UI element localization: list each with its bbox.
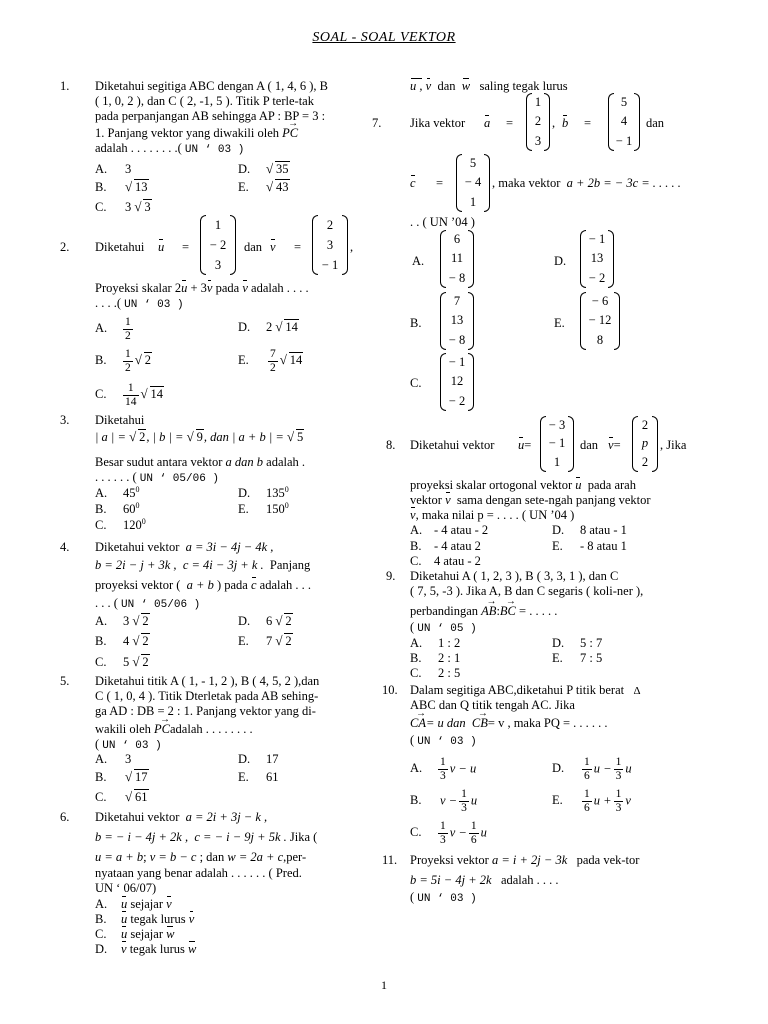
question-text-line: Jika vektor xyxy=(410,116,466,130)
question-text-line: Diketahui titik A ( 1, - 1, 2 ), B ( 4, 5, 2 ),dan xyxy=(95,674,320,688)
sqrt: √ 35 xyxy=(268,162,290,177)
question-number: 4. xyxy=(60,540,70,554)
option-e: E. $\frac{1}{6}$ u + $\frac{1}{3}$ v xyxy=(552,788,631,814)
matrix-u: − 3 − 1 1 xyxy=(540,416,574,472)
question-text-line: 1. Panjang vektor yang diwakili oleh → PC xyxy=(95,126,298,141)
vector-a: a xyxy=(484,116,491,130)
source-tag: UN ‘ 03 ) xyxy=(184,144,245,156)
option-c: C. $\frac{1}{3}$ v − $\frac{1}{6}$ u xyxy=(410,820,487,846)
question-text-line: b = − i − 4j + 2k , c = − i − 9j + 5k . Jika ( xyxy=(95,830,318,844)
option-a: A. - 4 atau - 2 xyxy=(410,523,489,537)
option-e: E. 7 : 5 xyxy=(552,651,603,665)
option-e: E. 61 xyxy=(238,770,279,784)
question-text-line: b = 5i − 4j + 2k adalah . . . . xyxy=(410,873,559,887)
source-tag: UN ‘ 03 ) xyxy=(417,893,477,905)
option-e: E. xyxy=(554,316,565,330)
question-number: 7. xyxy=(372,116,382,130)
source-tag: UN ‘ 03 ) xyxy=(417,736,477,748)
question-number: 6. xyxy=(60,810,70,824)
question-text-line: Diketahui vektor a = 2i + 3j − k , xyxy=(95,810,268,824)
question-text-line: proyeksi vektor ( a + b ) pada c adalah . . . xyxy=(95,578,312,592)
question-text-line: u , v dan w saling tegak lurus xyxy=(410,79,568,93)
question-text-line: ( UN ‘ 05 ) xyxy=(410,620,477,635)
option-d: D. xyxy=(554,254,567,268)
option-a: A. 3 xyxy=(95,752,132,766)
question-text-line: Diketahui vektor a = 3i − 4j − 4k , xyxy=(95,540,274,554)
question-text-line: C ( 1, 0, 4 ). Titik Dterletak pada AB sehing- xyxy=(95,689,319,703)
question-text-line: . . . .( UN ‘ 03 ) xyxy=(95,296,184,311)
option-c: C. $120^0$ xyxy=(95,516,146,532)
source-tag: UN ‘ 03 ) xyxy=(124,299,184,311)
question-text-line: ( UN ‘ 03 ) xyxy=(410,890,477,905)
sqrt: √ 3 xyxy=(136,200,151,215)
option-b: B.√ 17 xyxy=(95,770,149,785)
option-a: A. 1 : 2 xyxy=(410,636,461,650)
option-b: B. u tegak lurus v xyxy=(95,912,195,926)
source-tag: UN ‘ 05/06 ) xyxy=(121,599,201,611)
matrix-v: 2 3 − 1 xyxy=(312,215,348,275)
option-a: A. $45^0$ xyxy=(95,484,140,500)
vector-u: u xyxy=(518,438,525,452)
question-text-line: nyataan yang benar adalah . . . . . . ( Pred. xyxy=(95,866,302,880)
option-a: A. 3 xyxy=(95,162,132,176)
question-text-line: | a | = √ 2, | b | = √ 9, dan | a + b | = √ 5 xyxy=(95,430,304,445)
option-a: A. 3 √ 2 xyxy=(95,614,150,629)
question-text-line: v, maka nilai p = . . . . ( UN ’04 ) xyxy=(410,508,575,522)
option-c: C. 2 : 5 xyxy=(410,666,461,680)
matrix-b: 5 4 − 1 xyxy=(608,93,640,151)
source-tag: UN ‘ 03 ) xyxy=(102,740,162,752)
question-text-line: Diketahui xyxy=(95,240,145,254)
option-a: A. u sejajar v xyxy=(95,897,172,911)
question-number: 2. xyxy=(60,240,70,254)
option-d: D. 6 √ 2 xyxy=(238,614,293,629)
question-text-line: Diketahui xyxy=(95,413,145,427)
question-number: 8. xyxy=(386,438,396,452)
question-text-line: adalah . . . . . . . .( UN ‘ 03 ) xyxy=(95,141,245,156)
question-number: 3. xyxy=(60,413,70,427)
question-number: 1. xyxy=(60,79,70,93)
triangle-icon: Δ xyxy=(633,685,641,697)
vector-v: v xyxy=(270,240,276,254)
question-text-line: Dalam segitiga ABC,diketahui P titik berat Δ xyxy=(410,683,641,697)
option-e: E. $\frac{7}{2}$ √ 14 xyxy=(238,348,303,375)
vector-v: v xyxy=(608,438,614,452)
question-number: 10. xyxy=(382,683,398,697)
option-b: B. v − $\frac{1}{3}$ u xyxy=(410,788,478,814)
vector-b: b xyxy=(562,116,569,130)
matrix-u: 1 − 2 3 xyxy=(200,215,236,275)
matrix-a: 1 2 3 xyxy=(526,93,550,151)
option-b: B.√ 13 xyxy=(95,180,149,195)
question-text-line: wakili oleh → PCadalah . . . . . . . . xyxy=(95,722,253,737)
question-text-line: ( UN ‘ 03 ) xyxy=(95,737,162,752)
question-text-line: ( 1, 0, 2 ), dan C ( 2, -1, 5 ). Titik P terle-tak xyxy=(95,94,314,108)
option-e: E. $150^0$ xyxy=(238,500,289,516)
question-text-line: . . . ( UN ‘ 05/06 ) xyxy=(95,596,201,611)
question-text-line: Besar sudut antara vektor a dan b adalah . xyxy=(95,455,306,469)
question-text-line: ga AD : DB = 2 : 1. Panjang vektor yang di- xyxy=(95,704,316,718)
page-title: SOAL - SOAL VEKTOR xyxy=(312,30,456,45)
option-e: E. 7 √ 2 xyxy=(238,634,293,649)
option-c: C. xyxy=(410,376,422,390)
worksheet-page: SOAL - SOAL VEKTOR 1. Diketahui segitiga ABC dengan A ( 1, 4, 6 ), B ( 1, 0, 2 ), dan C ( 2, -1, 5 ). Titik P terle-tak pada perpanjangan AB sehingga AP : BP = 3 : 1. Panjang vektor yang diwakili oleh → PC adalah . . . . . . . .( UN ‘ 03 ) A. 3 B.√ 13 C. 3 √ 3 D.√ 35 E.√ 43 2. Diketahui u = 1 − 2 3 dan v = 2 3 − 1 , Proyeksi skalar 2u + 3v pada v adalah . . . . . . . .( UN ‘ 03 ) A. $\frac{1}{2}$ B. $\frac{1}{2}$ √ 2 C. $\frac{1}{14}$ √ 14 D. 2 √ 14 E. $\frac{7}{2}$ √ 14 3. Diketahui | a | = √ 2, | b | = √ 9, dan | a + b | = √ 5 Besar sudut antara vektor a dan b adalah . . . . . . . ( UN ‘ 05/06 ) A. $45^0$ B. $60^0$ C. $120^0$ D. $135^0$ E. $150^0$ 4. Diketahui vektor a = 3i − 4j − 4k , b = 2i − j + 3k , c = 4i − 3j + k . Panjang proyeksi vektor ( a + b ) pada c adalah . . . . . . ( UN ‘ 05/06 ) A. 3 √ 2 B. 4 √ 2 C. 5 √ 2 D. 6 √ 2 E. 7 √ 2 5. Diketahui titik A ( 1, - 1, 2 ), B ( 4, 5, 2 ),dan C ( 1, 0, 4 ). Titik Dterletak pada AB sehing- ga AD : DB = 2 : 1. Panjang vektor yang di- wakili oleh → PCadalah . . . . . . . . ( UN ‘ 03 ) A. 3 B.√ 17 C.√ 61 D. 17 E. 61 6. Diketahui vektor a = 2i + 3j − k , b = − i − 4j + 2k , c = − i − 9j + 5k . Jika ( u = a + b; v = b − c ; dan w = 2a + c,per- nyataan yang benar adalah . . . . . . ( Pred. UN ‘ 06/07) A. u sejajar v B. u tegak lurus v C. u sejajar w D. v tegak lurus w u , v dan w saling tegak lurus 7. Jika vektor a = 1 2 3 , b = 5 4 − 1 dan c = 5 − 4 1 , maka vektor a + 2b = − 3c = . . . . . . . ( UN ’04 ) A. 6 11 − 8 B. 7 13 − 8 C. − 1 12 − 2 D. − 1 13 − 2 E. − 6 − 12 8 8. Diketahui vektor u= − 3 − 1 1 dan v= 2 p 2 , Jika proyeksi skalar ortogonal vektor u pada arah vektor v sama dengan sete-ngah panjang vektor v, maka nilai p = . . . . ( UN ’04 ) A. - 4 atau - 2 B. - 4 atau 2 C. 4 atau - 2 D. 8 atau - 1 E. - 8 atau 1 9. Diketahui A ( 1, 2, 3 ), B ( 3, 3, 1 ), dan C ( 7, 5, -3 ). Jika A, B dan C segaris ( koli-ner ), perbandingan → AB:→ BC = . . . . . ( UN ‘ 05 ) A. 1 : 2 B. 2 : 1 C. 2 : 5 D. 5 : 7 E. 7 : 5 10. Dalam segitiga ABC,diketahui P titik berat Δ ABC dan Q titik tengah AC. Jika → CA= u dan → CB= v , maka PQ = . . . . . . ( UN ‘ 03 ) A. $\frac{1}{3}$ v − u B. v − $\frac{1}{3}$ u C. $\frac{1}{3}$ v − $\frac{1}{6}$ u D. $\frac{1}{6}$ u − $\frac{1}{3}$ u E. $\frac{1}{6}$ u + $\frac{1}{3}$ v 11. Proyeksi vektor a = i + 2j − 3k pada vek-tor b = 5i − 4j + 2k adalah . . . . ( UN ‘ 03 ) 1 xyxy=(0,0,768,1024)
question-text-line: proyeksi skalar ortogonal vektor u pada arah xyxy=(410,478,636,492)
option-d: D. 17 xyxy=(238,752,279,766)
source-tag: UN ‘ 05 ) xyxy=(417,623,477,635)
question-text-line: . . . . . . ( UN ‘ 05/06 ) xyxy=(95,470,220,485)
matrix-c: 5 − 4 1 xyxy=(456,154,490,212)
question-text-line: ( 7, 5, -3 ). Jika A, B dan C segaris ( koli-ner ), xyxy=(410,584,644,598)
option-d: D. 8 atau - 1 xyxy=(552,523,627,537)
matrix-option-d: − 1 13 − 2 xyxy=(580,230,614,288)
matrix-option-a: 6 11 − 8 xyxy=(440,230,474,288)
question-text-line: u = a + b; v = b − c ; dan w = 2a + c,per- xyxy=(95,850,307,864)
vector-u: u xyxy=(158,240,165,254)
question-text-line: Diketahui segitiga ABC dengan A ( 1, 4, 6 ), B xyxy=(95,79,328,93)
matrix-option-e: − 6 − 12 8 xyxy=(580,292,620,350)
option-b: B. - 4 atau 2 xyxy=(410,539,481,553)
question-text-line: pada perpanjangan AB sehingga AP : BP = 3 : xyxy=(95,109,326,123)
option-b: B. $60^0$ xyxy=(95,500,140,516)
option-d: D. $135^0$ xyxy=(238,484,289,500)
question-text-line: Proyeksi skalar 2u + 3v pada v adalah . . . . xyxy=(95,281,309,295)
option-d: D.√ 35 xyxy=(238,162,290,177)
vector-pc: → PC xyxy=(154,722,170,737)
option-a: A. $\frac{1}{3}$ v − u xyxy=(410,756,477,782)
option-c: C. 4 atau - 2 xyxy=(410,554,481,568)
question-text-line: Proyeksi vektor a = i + 2j − 3k pada vek-tor xyxy=(410,853,640,867)
matrix-v: 2 p 2 xyxy=(632,416,658,472)
option-a: A. $\frac{1}{2}$ xyxy=(95,316,131,342)
option-b: B. 2 : 1 xyxy=(410,651,461,665)
option-e: E. - 8 atau 1 xyxy=(552,539,627,553)
page-number: 1 xyxy=(381,978,387,992)
question-text-line: perbandingan → AB:→ BC = . . . . . xyxy=(410,604,557,619)
option-e: E.√ 43 xyxy=(238,180,290,195)
vector-pc: → PC xyxy=(282,126,298,141)
option-a: A. xyxy=(412,254,425,268)
source-tag: UN ‘ 05/06 ) xyxy=(139,473,220,485)
sqrt: √ 43 xyxy=(268,180,290,195)
question-text-line: vektor v sama dengan sete-ngah panjang vektor xyxy=(410,493,651,507)
sqrt: √ 13 xyxy=(127,180,149,195)
matrix-option-b: 7 13 − 8 xyxy=(440,292,474,350)
option-d: D. 2 √ 14 xyxy=(238,320,299,335)
question-number: 11. xyxy=(382,853,398,867)
option-b: B. xyxy=(410,316,422,330)
question-text-line: b = 2i − j + 3k , c = 4i − 3j + k . Panjang xyxy=(95,558,311,572)
option-d: D. 5 : 7 xyxy=(552,636,603,650)
option-c: C. 5 √ 2 xyxy=(95,655,150,670)
question-number: 5. xyxy=(60,674,70,688)
matrix-option-c: − 1 12 − 2 xyxy=(440,353,474,411)
question-text-line: . . ( UN ’04 ) xyxy=(410,215,475,229)
question-text-line: UN ‘ 06/07) xyxy=(95,881,157,895)
option-c: C. u sejajar w xyxy=(95,927,175,941)
question-number: 9. xyxy=(386,569,396,583)
option-d: D. v tegak lurus w xyxy=(95,942,197,956)
question-text-line: ABC dan Q titik tengah AC. Jika xyxy=(410,698,575,712)
question-text-line: Diketahui vektor xyxy=(410,438,495,452)
option-b: B. 4 √ 2 xyxy=(95,634,150,649)
question-text-line: → CA= u dan → CB= v , maka PQ = . . . . . . xyxy=(410,716,608,731)
question-text-line: ( UN ‘ 03 ) xyxy=(410,733,477,748)
option-b: B. $\frac{1}{2}$ √ 2 xyxy=(95,348,152,375)
option-d: D. $\frac{1}{6}$ u − $\frac{1}{3}$ u xyxy=(552,756,632,782)
option-c: C. $\frac{1}{14}$ √ 14 xyxy=(95,382,164,409)
option-c: C. 3 √ 3 xyxy=(95,200,152,215)
option-c: C.√ 61 xyxy=(95,790,149,805)
question-text-line: Diketahui A ( 1, 2, 3 ), B ( 3, 3, 1 ), dan C xyxy=(410,569,619,583)
vector-c: c xyxy=(410,176,416,190)
